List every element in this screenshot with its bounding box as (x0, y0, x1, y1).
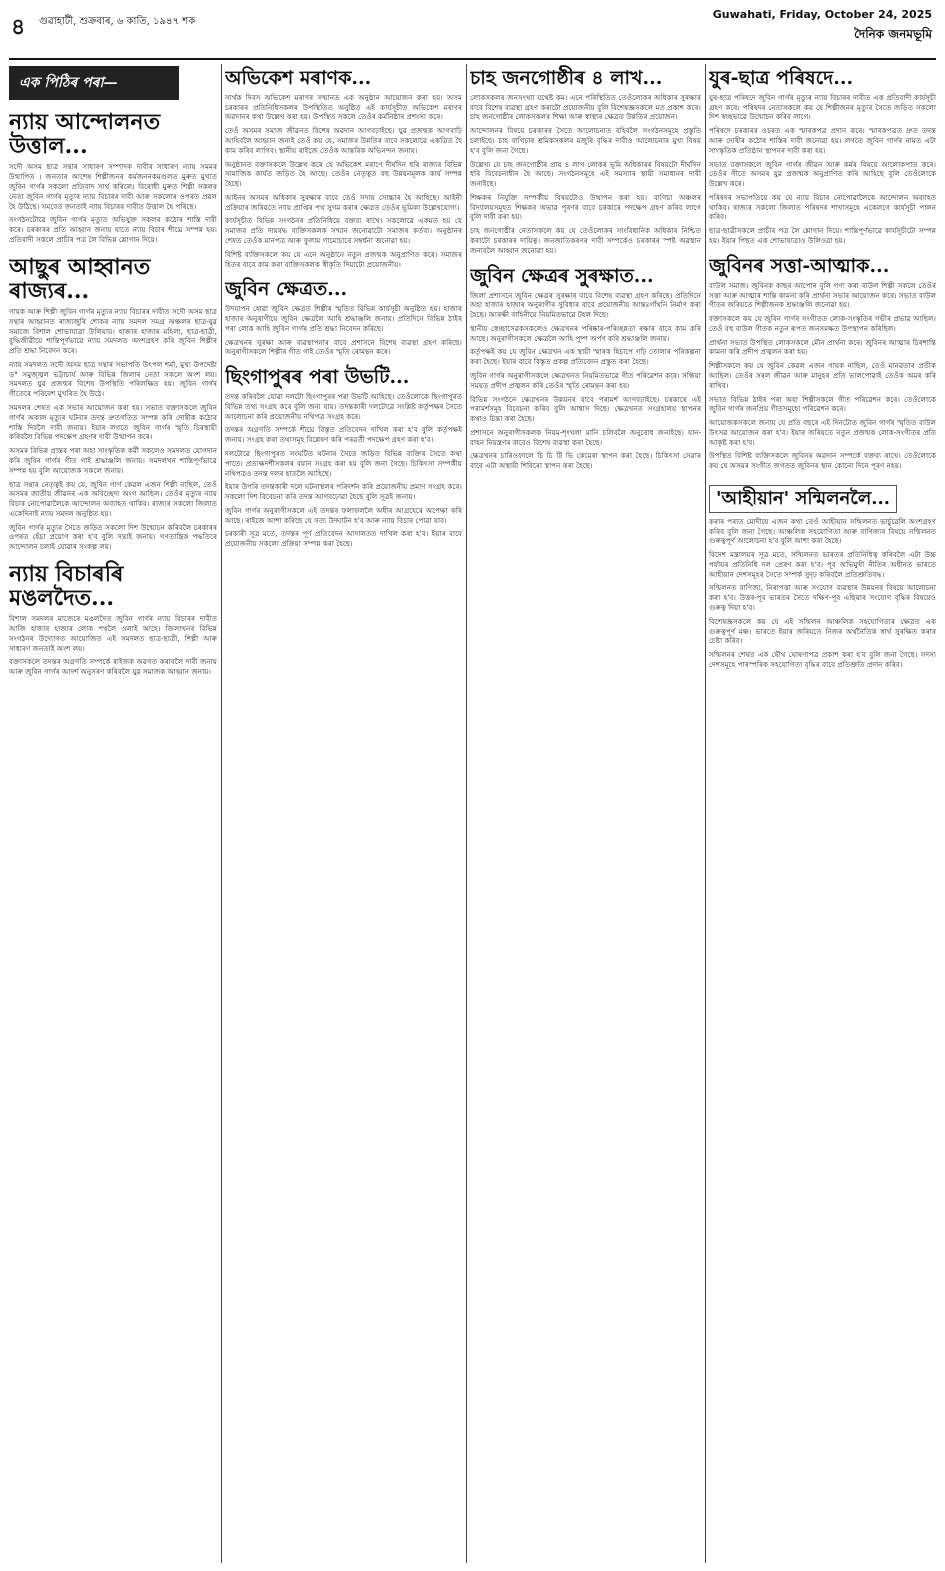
article-paragraph: সভাত বিভিন্ন ঠাইৰ পৰা অহা শিল্পীসকলে গীত পৰিৱেশন কৰে। তেওঁলোকে জুবিন গাৰ্গৰ জনপ্ৰিয় গীতসমূহো পৰিৱেশন কৰে। (709, 394, 936, 414)
article-paragraph: অসমৰ বিভিন্ন প্ৰান্তৰ পৰা অহা সাংস্কৃতিক কৰ্মী সকলেও সমদলত যোগদান কৰি জুবিন গাৰ্গৰ গীত গাই শ্ৰদ্ধাঞ্জলি জনায়। সমদলখন শান্তিপূৰ্ণভাৱে সম্পন্ন হয় বুলি আয়োজক সকলে জনায়। (9, 446, 217, 475)
article-body (709, 281, 936, 471)
article-paragraph: বক্তাসকলে কয় যে জুবিন গাৰ্গৰ সংগীতত লোক-সংস্কৃতিৰ গভীৰ প্ৰভাৱ আছিল। তেওঁ বহু বাউল গীতক নতুন ৰূপত জনসমক্ষত উপস্থাপন কৰিছিল। (709, 314, 936, 333)
article-paragraph: চাহ জনগোষ্ঠীৰ নেতাসকলে কয় যে তেওঁলোকৰ সাংবিধানিক অধিকাৰ নিশ্চিত কৰাটো চৰকাৰৰ দায়িত্ব। জনজাতিকৰণৰ দাবী সম্পৰ্কেও চৰকাৰৰ স্পষ্ট অৱস্থান জনাবলৈ আহ্বান জনোৱা হয়। (470, 226, 701, 255)
section-label: এক পিঠিৰ পৰা— (9, 66, 179, 100)
article (225, 68, 462, 269)
article-paragraph: প্ৰাৰ্থনা সভাত উপস্থিত লোকসকলে মৌন প্ৰাৰ্থনা কৰে। জুবিনৰ আত্মাৰ চিৰশান্তি কামনা কৰি প্ৰদীপ প্ৰজ্বলন কৰা হয়। (709, 337, 936, 357)
column-4 (709, 64, 936, 1563)
article-headline: ন্যায় আন্দোলনত উত্তাল... (9, 109, 161, 160)
article-paragraph: ক্ষেত্ৰখনৰ চাৰিওফালে চি চি টি ভি কেমেৰা স্থাপন কৰা হৈছে। চিকিৎসা সেৱাৰ বাবে এটা অস্থায়ী শিবিৰো স্থাপন কৰা হৈছে। (470, 451, 701, 471)
article (225, 367, 462, 549)
article-headline: জুবিনৰ সত্তা-আত্মাক... (709, 254, 890, 277)
article-paragraph: আন্দোলনৰ বিষয়ে চৰকাৰৰ সৈতে আলোচনাত বহিবলৈ সংগঠনসমূহে প্ৰস্তুতি চলাইছে। চাহ বাগিচাৰ শ্ৰমিকসকলৰ মজুৰি বৃদ্ধিৰ দাবীও আলোচনাৰ মুখ্য বিষয় হ'ব বুলি জনা গৈছে। (470, 126, 701, 155)
article-paragraph: বিদেশ মন্ত্ৰালয়ৰ সূত্ৰ মতে, সন্মিলনত ভাৰতৰ প্ৰতিনিধিত্ব কৰিবলৈ এটা উচ্চ পৰ্যায়ৰ প্ৰতিনিধি দল প্ৰেৰণ কৰা হ'ব। পূব অভিমুখী নীতিৰ অধীনত ভাৰতে আহীয়ান দেশসমূহৰ সৈতে সম্পৰ্ক সুদৃঢ় কৰিবলৈ প্ৰতিশ্ৰুতিবদ্ধ। (709, 550, 936, 579)
article-headline: জুবিন ক্ষেত্ৰত... (225, 278, 348, 301)
article (709, 256, 936, 471)
article (470, 266, 701, 471)
article-paragraph: ন্যায় সমদলত সদৌ অসম ছাত্ৰ সন্থাৰ সভাপতি উৎপল শৰ্মা, মুখ্য উপদেষ্টা ড° সমুজ্জ্বল ভট্টাচাৰ্য আৰু বিভিন্ন জিলাৰ নেতা সকলে অংশ লয়। সমদলত যুৱ প্ৰজন্মৰ বিশেষ উপস্থিতি পৰিলক্ষিত হয়। জুবিন গাৰ্গৰ গীতেৰে পৰিবেশ মুখৰিত হৈ উঠে। (9, 359, 217, 399)
page-number: ৪ (11, 14, 26, 40)
article-paragraph: স্থানীয় স্বেচ্ছাসেৱকসকলেও ক্ষেত্ৰখনৰ পৰিষ্কাৰ-পৰিচ্ছন্নতা ৰক্ষাৰ বাবে কাম কৰি আছে। অনুৰাগীসকলে ক্ষেত্ৰলৈ আহি পুষ্প অৰ্পণ কৰি শ্ৰদ্ধাঞ্জলি জনায়। (470, 323, 701, 343)
article-headline: ছিংগাপুৰৰ পৰা উভটি... (225, 366, 410, 389)
article-paragraph: জিলা প্ৰশাসনে জুবিন ক্ষেত্ৰৰ সুৰক্ষাৰ বাবে বিশেষ ব্যৱস্থা গ্ৰহণ কৰিছে। প্ৰতিদিনে অহা হাজাৰ হাজাৰ অনুৰাগীৰ সুবিধাৰ বাবে প্ৰয়োজনীয় আন্তঃগাঁথনি নিৰ্মাণ কৰা হৈছে। আৰক্ষী বাহিনীয়ে নিয়মিতভাৱে টহল দিছে। (470, 290, 701, 320)
newspaper-name: দৈনিক জনমভূমি (854, 27, 932, 41)
column-2 (225, 64, 462, 1563)
article-paragraph: সভাত বক্তাসকলে জুবিন গাৰ্গৰ জীৱন আৰু কৰ্মৰ বিষয়ে আলোকপাত কৰে। তেওঁৰ গীতে অসমৰ যুৱ প্ৰজন্মক অনুপ্ৰাণিত কৰি আহিছে বুলি তেওঁলোকে উল্লেখ কৰে। (709, 159, 936, 189)
article-paragraph: উল্লেখ্য যে চাহ জনগোষ্ঠীৰ প্ৰায় ৪ লাখ লোকৰ ভূমি অধিকাৰৰ বিষয়টো দীৰ্ঘদিন ধৰি বিবেচনাধীন হৈ আছে। সংগঠনসমূহে এই সমস্যাৰ স্থায়ী সমাধানৰ দাবী জনাইছে। (470, 159, 701, 189)
article-paragraph: বিশাল সমদলৰ মাজেৰে মঙলদৈত জুবিন গাৰ্গৰ ন্যায় বিচাৰৰ দাবীত আজি হাজাৰ হাজাৰ লোক পথলৈ ওলাই আহে। জিলাখনৰ বিভিন্ন সংগঠনৰ উদ্যোগত আয়োজিত এই সমদলত ছাত্ৰ-ছাত্ৰী, শিল্পী আৰু সাধাৰণ জনতাই অংশ লয়। (9, 614, 217, 653)
article-paragraph: কাৰ্যসূচীত বিভিন্ন সংগঠনৰ প্ৰতিনিধিয়ে বক্তব্য ৰাখে। সকলোৱে একমত হয় যে সমাজৰ প্ৰতি দায়বদ্ধ ব্যক্তিসকলক সন্মান জনোৱাটো সমাজৰ কৰ্তব্য। অনুষ্ঠানৰ শেষত তেওঁক মানপত্ৰ আৰু ফুলাম গামোচাৰে সম্বৰ্ধনা জনোৱা হয়। (225, 216, 462, 246)
article-paragraph: গায়ক আৰু শিল্পী জুবিন গাৰ্গৰ মৃত্যুৰ ন্যায় বিচাৰৰ দাবীত সদৌ অসম ছাত্ৰ সন্থাৰ আহ্বানত ৰাজ্যজুৰি শোকৰ ন্যায় সমদল সমগ্ৰ অঞ্চলৰ ছাত্ৰ-যুৱ সমাজে বিশাল শোভাযাত্ৰা উলিয়ায়। হাজাৰ হাজাৰ মহিলা, ছাত্ৰ-ছাত্ৰী, বুদ্ধিজীৱীয়ে শান্তিপূৰ্ণভাৱে ন্যায় সমদলত অংশগ্ৰহণ কৰি জুবিন শিল্পীৰ প্ৰতি শ্ৰদ্ধা নিবেদন কৰে। (9, 307, 217, 356)
article-headline: চাহ জনগোষ্ঠীৰ ৪ লাখ... (470, 67, 663, 89)
article-headline: অভিকেশ মৰাণক... (225, 67, 372, 89)
article (709, 481, 936, 670)
article-headline: যুৰ-ছাত্ৰ পৰিষদে... (709, 67, 854, 89)
article-paragraph: ছাত্ৰ-ছাত্ৰীসকলে প্ৰাচীৰ পত্ৰ লৈ শ্লোগান দিয়ে। শান্তিপূৰ্ণভাৱে কাৰ্যসূচীটো সম্পন্ন হয়। ইয়াৰ পিছত এক শোভাযাত্ৰাও উলিওৱা হয়। (709, 226, 936, 246)
article (225, 279, 462, 357)
article-paragraph: ইয়াৰ উপৰি তদন্তকাৰী দলে ঘটনাস্থলৰ পৰিদৰ্শন কৰি প্ৰয়োজনীয় প্ৰমাণ সংগ্ৰহ কৰে। সকলো দিশ বিবেচনা কৰি তদন্ত আগবঢ়োৱা হৈছে বুলি সূত্ৰই জনায়। (225, 482, 462, 502)
article-body (470, 93, 701, 256)
article-body (9, 162, 217, 244)
article (709, 68, 936, 246)
date-english: Guwahati, Friday, October 24, 2025 (712, 8, 932, 21)
article-paragraph: আইনৰ অসমৰ অধিকাৰ সুৰক্ষাৰ বাবে তেওঁ সদায় সোচ্চাৰ হৈ আহিছে। আইনী প্ৰক্ৰিয়াৰ জৰিয়তে ন্যায় প্ৰাপ্তিৰ পথ সুগম কৰাৰ ক্ষেত্ৰত তেওঁৰ ভূমিকা উল্লেখযোগ্য। (225, 192, 462, 212)
article-paragraph: অনুষ্ঠানত বক্তাসকলে উল্লেখ কৰে যে অভিকেশ মৰাণে দীৰ্ঘদিন ধৰি ৰাজ্যৰ বিভিন্ন সামাজিক কাৰ্যত জড়িত হৈ আছে। তেওঁৰ নেতৃত্বত বহু উন্নয়নমূলক কাৰ্য সম্পন্ন হৈছে। (225, 159, 462, 189)
article-body (470, 291, 701, 472)
article-paragraph: কৰাৰ পৰাত মোদীয়ে এজন কথা তেওঁ আহীয়ান সন্মিলনত ভাৰ্চুৱেলি অংশগ্ৰহণ কৰিব বুলি জনা গৈছে। আঞ্চলিক সহযোগিতা আৰু বাণিজ্যৰ বিষয়ে সন্মিলনত গুৰুত্বপূৰ্ণ আলোচনা হ'ব বুলি আশা কৰা হৈছে। (709, 516, 936, 546)
article (9, 110, 217, 245)
date-assamese: গুৱাহাটী, শুক্ৰবাৰ, ৬ কাতি, ১৯৪৭ শক (39, 16, 196, 27)
article-paragraph: জুবিন গাৰ্গৰ অনুৰাগীসকলে ক্ষেত্ৰখনত নিয়মিতভাৱে গীত পৰিৱেশন কৰে। সন্ধিয়া সময়ত প্ৰদীপ প্ৰজ্বলন কৰি তেওঁৰ স্মৃতি ৰোমন্থন কৰা হয়। (470, 370, 701, 390)
article-paragraph: উপস্থিত বিশিষ্ট ব্যক্তিসকলে জুবিনৰ অৱদান সম্পৰ্কে বক্তব্য ৰাখে। তেওঁলোকে কয় যে অসমৰ সংগীত জগতত জুবিনৰ স্থান কোনো দিনে পূৰণ নহয়। (709, 451, 936, 471)
article-headline: 'আহীয়ান' সন্মিলনলৈ... (709, 485, 897, 513)
article-body (9, 307, 217, 552)
article-paragraph: ক্ষেত্ৰখনৰ সুৰক্ষা আৰু ব্যৱস্থাপনাৰ বাবে প্ৰশাসনে বিশেষ ব্যৱস্থা গ্ৰহণ কৰিছে। অনুৰাগীসকলে শিল্পীৰ গীত গাই তেওঁৰ স্মৃতি ৰোমন্থন কৰে। (225, 337, 462, 357)
article-paragraph: তেওঁ অসমৰ সমাজ জীৱনত বিশেষ অৱদান আগবঢ়াইছে। যুৱ প্ৰজন্মক আগবাঢ়ি আহিবলৈ আহ্বান জনাই তেওঁ কয় যে, সমাজৰ উন্নতিৰ বাবে সকলোৱে একত্ৰিত হৈ কাম কৰিব লাগিব। স্থানীয় ৰাইজে তেওঁক আন্তৰিক অভিনন্দন জনায়। (225, 126, 462, 155)
article-paragraph: তদন্তৰ অগ্ৰগতি সম্পৰ্কে শীঘ্ৰে বিস্তৃত প্ৰতিবেদন দাখিল কৰা হ'ব বুলি কৰ্তৃপক্ষই জনায়। সংগ্ৰহ কৰা তথ্যসমূহ বিশ্লেষণ কৰি পৰৱৰ্তী পদক্ষেপ গ্ৰহণ কৰা হ'ব। (225, 425, 462, 445)
article-paragraph: পৰিষদে চৰকাৰৰ ওচৰত এক স্মাৰকপত্ৰ প্ৰদান কৰে। স্মাৰকপত্ৰত দ্ৰুত তদন্ত আৰু দোষীৰ কঠোৰ শাস্তিৰ দাবী জনোৱা হয়। লগতে জুবিন গাৰ্গৰ নামত এটা সাংস্কৃতিক প্ৰতিষ্ঠান স্থাপনৰ দাবী কৰা হয়। (709, 126, 936, 155)
article-paragraph: প্ৰশাসনে অনুৰাগীসকলক নিয়ম-শৃংখলা মানি চলিবলৈ অনুৰোধ জনাইছে। যান-বাহন নিয়ন্ত্ৰণৰ বাবেও বিশেষ ব্যৱস্থা কৰা হৈছে। (470, 427, 701, 447)
article-paragraph: জুবিন গাৰ্গৰ মৃত্যুৰ সৈতে জড়িত সকলো দিশ উন্মোচন কৰিবলৈ চৰকাৰৰ ওপৰত হেঁচা প্ৰয়োগ কৰা হ'ব বুলি সন্থাই জনায়। গণতান্ত্ৰিক পদ্ধতিৰে আন্দোলন চলাই যোৱাৰ সংকল্প লয়। (9, 522, 217, 552)
article-paragraph: বিশিষ্ট ব্যক্তিসকলে কয় যে এনে অনুষ্ঠানে নতুন প্ৰজন্মক অনুপ্ৰাণিত কৰে। সমাজৰ হিতৰ বাবে কাম কৰা ব্যক্তিসকলক স্বীকৃতি দিয়াটো প্ৰয়োজনীয়। (225, 249, 462, 269)
article-paragraph: ছাত্ৰ সন্থাৰ নেতৃত্বই কয় যে, জুবিন গাৰ্গ কেৱল এজন শিল্পী নাছিল, তেওঁ অসমৰ জাতীয় জীৱনৰ এক অবিচ্ছেদ্য অংগ আছিল। তেওঁৰ মৃত্যুৰ ন্যায় বিচাৰ নোপোৱালৈকে আন্দোলন অব্যাহত থাকিব। ৰাজ্যৰ সকলো জিলাত একেদিনাই ন্যায় সমদল অনুষ্ঠিত হয়। (9, 479, 217, 518)
article-paragraph: বক্তাসকলে তদন্তৰ অগ্ৰগতি সম্পৰ্কে ৰাইজক অৱগত কৰাবলৈ দাবী জনায় আৰু জুবিন গাৰ্গৰ আদৰ্শ অনুসৰণ কৰিবলৈ যুৱ সমাজক আহ্বান জনায়। (9, 657, 217, 677)
article-body (9, 614, 217, 677)
article (9, 562, 217, 677)
article-body (225, 93, 462, 270)
article-paragraph: বিভিন্ন সংগঠনে ক্ষেত্ৰখনৰ উন্নয়নৰ বাবে পৰামৰ্শ আগবঢ়াইছে। চৰকাৰে এই পৰামৰ্শসমূহ বিবেচনা কৰিব বুলি আশ্বাস দিছে। ক্ষেত্ৰখনত সংগ্ৰহালয় স্থাপনৰ কথাও চিন্তা কৰা হৈছে। (470, 394, 701, 424)
article-paragraph: সদৌ অসম ছাত্ৰ সন্থাৰ সাধাৰণ সম্পাদক দাবীৰ সাধাৰণ ন্যায় সমমৰ উত্থাপিত । জনতাৰ আশেষ শিল্পীজনৰ কৰ্মজননকমণ্ডলত মুৰুত মুখ্যত জুবিন গাৰ্গৰ সকলো প্ৰতিবাদ সাৰ্থ কৰিলে। বিৰোধী মুৰুত শিল্পী সকলৰ নেতা জুবিন গাৰ্গৰ মৃত্যুৰ ন্যায় বিচাৰৰ দাবী আৰু সকলোৰ ওপৰত প্ৰৱল হৈ উঠিছে। সমবেত জনতাই ন্যায় বিচাৰৰ দাবীত উত্তাল হৈ পৰিছে। (9, 162, 217, 211)
column-3 (470, 64, 701, 1563)
article-paragraph: উদযাপন হোৱা জুবিন ক্ষেত্ৰত শিল্পীৰ স্মৃতিত বিভিন্ন কাৰ্যসূচী অনুষ্ঠিত হয়। হাজাৰ হাজাৰ অনুৰাগীয়ে জুবিন ক্ষেত্ৰলৈ আহি শ্ৰদ্ধাঞ্জলি জনায়। প্ৰতিদিনে বিভিন্ন ঠাইৰ পৰা লোক আহি জুবিন গাৰ্গৰ প্ৰতি শ্ৰদ্ধা নিবেদন কৰিছে। (225, 304, 462, 333)
article-headline: আছুৰ আহ্বানত ৰাজ্যৰ... (9, 253, 151, 304)
article-headline: জুবিন ক্ষেত্ৰৰ সুৰক্ষাত... (470, 264, 654, 287)
columns (9, 64, 936, 1563)
article-paragraph: বাউল সমাজ। জুবিনক কাছৰ আপোন বুলি গণ্য কৰা বাউল শিল্পী সকলে তেওঁৰ সত্তা আৰু আত্মাৰ শান্তি কামনা কৰি প্ৰাৰ্থনা সভাৰ আয়োজন কৰে। সভাত বাউল গীতৰ জৰিয়তে শিল্পীজনক শ্ৰদ্ধাঞ্জলি জনোৱা হয়। (709, 280, 936, 310)
article-paragraph: জুবিন গাৰ্গৰ অনুৰাগীসকলে এই তদন্তৰ ফলাফললৈ অধীৰ আগ্ৰহেৰে অপেক্ষা কৰি আছে। ৰাইজে আশা কৰিছে যে সত্য উদ্ঘাটন হ'ব আৰু ন্যায় বিচাৰ পোৱা যাব। (225, 505, 462, 525)
column-1 (9, 64, 217, 1563)
article-paragraph: শিক্ষকৰ নিযুক্তি সম্পৰ্কীয় বিষয়টোও উত্থাপন কৰা হয়। বাগিচা অঞ্চলৰ বিদ্যালয়সমূহত শিক্ষকৰ অভাৱ পূৰণৰ বাবে চৰকাৰে পদক্ষেপ গ্ৰহণ কৰিব লাগে বুলি দাবী কৰা হয়। (470, 192, 701, 222)
masthead (9, 0, 936, 60)
article-paragraph: বিশেষজ্ঞসকলে কয় যে এই সন্মিলন আঞ্চলিক সহযোগিতাৰ ক্ষেত্ৰত এক গুৰুত্বপূৰ্ণ মঞ্চ। ভাৰতে ইয়াৰ জৰিয়তে নিজৰ অৰ্থনৈতিক স্বাৰ্থ সুৰক্ষিত কৰাৰ চেষ্টা কৰিব। (709, 616, 936, 646)
article-body (709, 517, 936, 670)
article-paragraph: সন্মিলনত বাণিজ্য, নিৰাপত্তা আৰু সংযোগ ব্যৱস্থাৰ উন্নয়নৰ বিষয়ে আলোচনা কৰা হ'ব। উত্তৰ-পূব ভাৰতৰ সৈতে দক্ষিণ-পূব এছিয়াৰ সংযোগ বৃদ্ধিৰ বিষয়েও গুৰুত্ব দিয়া হ'ব। (709, 583, 936, 613)
article-paragraph: তদন্ত কৰিবলৈ যোৱা দলটো ছিংগাপুৰৰ পৰা উভটি আহিছে। তেওঁলোকে ছিংগাপুৰত বিভিন্ন তথ্য সংগ্ৰহ কৰে বুলি জনা যায়। তদন্তকাৰী দলটোৱে সংশ্লিষ্ট কৰ্তৃপক্ষৰ সৈতে আলোচনা কৰি প্ৰয়োজনীয় নথিপত্ৰ সংগ্ৰহ কৰে। (225, 392, 462, 421)
article (9, 255, 217, 552)
article-paragraph: সংগঠনটোৱে জুবিন গাৰ্গৰ মৃত্যুত অভিযুক্ত সকলৰ কঠোৰ শাস্তি দাবী কৰে। চৰকাৰৰ প্ৰতি আহ্বান জনায় যাতে ন্যায় বিচাৰ শীঘ্ৰে সম্পন্ন হয়। প্ৰতিবাদী সকলে প্ৰাচীৰ পত্ৰ লৈ বিভিন্ন শ্লোগান দিয়ে। (9, 215, 217, 244)
article-paragraph: সাৰ্থক দিবস অভিকেশ মৰাণৰ সন্মানত এক অনুষ্ঠান আয়োজন কৰা হয়। অসম চৰকাৰৰ প্ৰতিনিধিসকলৰ উপস্থিতিত অনুষ্ঠিত এই কাৰ্যসূচীত অভিকেশ মৰাণৰ অৱদানৰ কথা উল্লেখ কৰা হয়। উপস্থিত সকলে তেওঁৰ কৰ্মনিষ্ঠাৰ প্ৰশংসা কৰে। (225, 92, 462, 122)
article-paragraph: দলটোৱে ছিংগাপুৰত সংঘটিত ঘটনাৰ সৈতে জড়িত বিভিন্ন ব্যক্তিৰ সৈতে কথা পাতে। প্ৰত্যক্ষদৰ্শীসকলৰ বয়ান সংগ্ৰহ কৰা হয় বুলি জনা গৈছে। চিকিৎসা সম্পৰ্কীয় নথিপত্ৰও তদন্ত দলৰ হাতলৈ আহিছে। (225, 448, 462, 478)
article-body (709, 93, 936, 246)
article-paragraph: লোকসকলৰ জনসংখ্যা যথেষ্ট কম। এনে পৰিস্থিতিত তেওঁলোকৰ অধিকাৰ সুৰক্ষাৰ বাবে বিশেষ ব্যৱস্থা গ্ৰহণ কৰাটো প্ৰয়োজনীয় বুলি বিশেষজ্ঞসকলে মত প্ৰকাশ কৰে। চাহ জনগোষ্ঠীৰ লোকসকলৰ শিক্ষা আৰু স্বাস্থ্যৰ ক্ষেত্ৰত উন্নতিৰ প্ৰয়োজন। (470, 92, 701, 122)
article-paragraph: সন্মিলনৰ শেষত এক যৌথ ঘোষণাপত্ৰ প্ৰকাশ কৰা হ'ব বুলি জনা গৈছে। সদস্য দেশসমূহে পাৰস্পৰিক সহযোগিতা বৃদ্ধিৰ বাবে প্ৰতিশ্ৰুতি প্ৰদান কৰিব। (709, 650, 936, 669)
article-paragraph: সমদলৰ শেষত এক সভাৰ আয়োজন কৰা হয়। সভাত বক্তাসকলে জুবিন গাৰ্গৰ অকাল মৃত্যুৰ ঘটনাৰ তদন্ত দ্ৰুতগতিত সম্পন্ন কৰি দোষীক কঠোৰ শাস্তি দিবলৈ দাবী জনায়। ইয়াৰ লগতে জুবিন গাৰ্গৰ স্মৃতি চিৰস্থায়ী কৰিবলৈ বিভিন্ন পদক্ষেপ গ্ৰহণৰ দাবী উত্থাপন কৰে। (9, 403, 217, 442)
article-body (225, 392, 462, 549)
article (470, 68, 701, 256)
article-headline: ন্যায় বিচাৰৰি মঙলদৈত... (9, 560, 124, 612)
article-paragraph: পৰিষদৰ সভাপতিয়ে কয় যে ন্যায় বিচাৰ নোপোৱালৈকে আন্দোলন অব্যাহত থাকিব। ৰাজ্যৰ সকলো জিলাত পৰিষদৰ শাখাসমূহে একেলগে কাৰ্যসূচী পালন কৰিব। (709, 192, 936, 222)
article-paragraph: আয়োজকসকলে জনায় যে প্ৰতি বছৰে এই দিনটোত জুবিন গাৰ্গৰ স্মৃতিত বাউল উৎসৱ আয়োজন কৰা হ'ব। ইয়াৰ জৰিয়তে নতুন প্ৰজন্মক লোক-সংগীতৰ প্ৰতি আকৃষ্ট কৰা হ'ব। (709, 418, 936, 447)
article-paragraph: চৰকাৰী সূত্ৰ মতে, তদন্তৰ পূৰ্ণ প্ৰতিবেদন আদালতত দাখিল কৰা হ'ব। ইয়াৰ বাবে প্ৰয়োজনীয় সকলো প্ৰক্ৰিয়া সম্পন্ন কৰা হৈছে। (225, 529, 462, 549)
article-paragraph: যুৰ-ছাত্ৰ পৰিষদে জুবিন গাৰ্গৰ মৃত্যুৰ ন্যায় বিচাৰৰ দাবীত এক প্ৰতিবাদী কাৰ্যসূচী গ্ৰহণ কৰে। পৰিষদৰ নেতাসকলে কয় যে শিল্পীজনৰ মৃত্যুৰ সৈতে জড়িত সকলো দিশ স্বচ্ছভাৱে উন্মোচন কৰিব লাগে। (709, 92, 936, 122)
article-body (225, 304, 462, 357)
article-paragraph: কৰ্তৃপক্ষই কয় যে জুবিন ক্ষেত্ৰখন এক স্থায়ী স্মাৰক হিচাপে গঢ়ি তোলাৰ পৰিকল্পনা কৰা হৈছে। ইয়াৰ বাবে বিস্তৃত প্ৰকল্প প্ৰতিবেদন প্ৰস্তুত কৰা হৈছে। (470, 347, 701, 367)
article-paragraph: শিল্পীসকলে কয় যে জুবিন কেৱল এজন গায়ক নাছিল, তেওঁ মানৱতাৰ প্ৰতীক আছিল। তেওঁৰ সৰল জীৱন আৰু মানুহৰ প্ৰতি ভালপোৱাই তেওঁক অমৰ কৰি ৰাখিব। (709, 361, 936, 390)
